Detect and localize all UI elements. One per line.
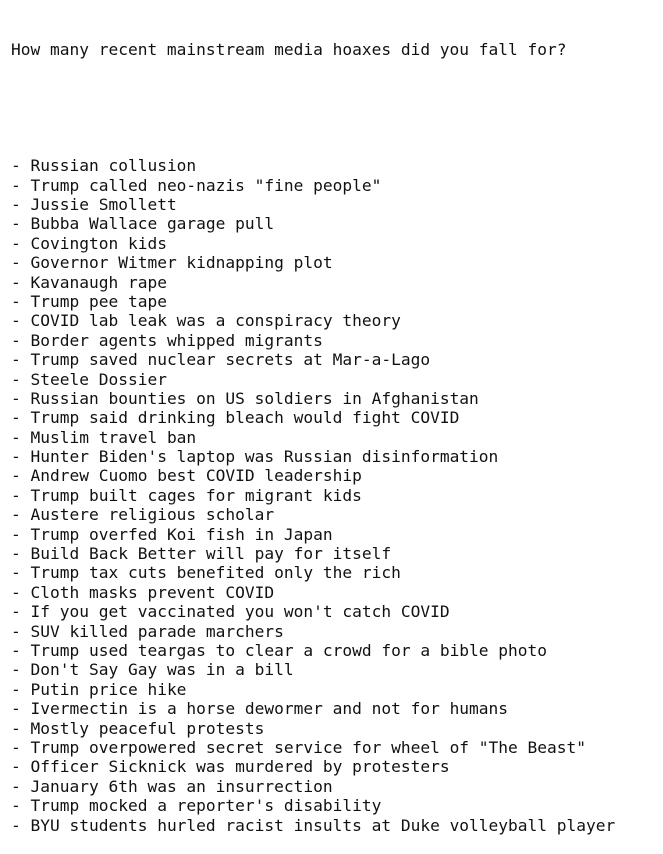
list-item-text: Hunter Biden's laptop was Russian disinformation bbox=[30, 447, 499, 467]
list-item bbox=[11, 466, 661, 485]
list-item bbox=[11, 680, 661, 699]
list-item bbox=[11, 447, 661, 466]
list-item bbox=[11, 350, 661, 369]
bullet-dash: - bbox=[11, 544, 31, 564]
list-item-text: Russian bounties on US soldiers in Afghanistan bbox=[30, 388, 479, 408]
bullet-dash: - bbox=[11, 291, 31, 311]
list-item-text: Ivermectin is a horse dewormer and not for humans bbox=[30, 699, 509, 719]
list-item-text: Putin price hike bbox=[30, 679, 187, 699]
list-item bbox=[11, 660, 661, 679]
list-item bbox=[11, 331, 661, 350]
list-item bbox=[11, 273, 661, 292]
bullet-dash: - bbox=[11, 602, 31, 622]
list-item bbox=[11, 796, 661, 815]
bullet-dash: - bbox=[11, 350, 31, 370]
bullet-dash: - bbox=[11, 699, 31, 719]
list-item bbox=[11, 757, 661, 776]
text-document bbox=[11, 1, 661, 854]
list-item-text: Austere religious scholar bbox=[30, 505, 275, 525]
list-item-text: Trump built cages for migrant kids bbox=[30, 485, 362, 505]
bullet-dash: - bbox=[11, 621, 31, 641]
bullet-dash: - bbox=[11, 718, 31, 738]
list-item bbox=[11, 641, 661, 660]
bullet-dash: - bbox=[11, 427, 31, 447]
list-item-text: January 6th was an insurrection bbox=[30, 776, 333, 796]
bullet-dash: - bbox=[11, 660, 31, 680]
bullet-dash: - bbox=[11, 233, 31, 253]
bullet-dash: - bbox=[11, 408, 31, 428]
list-item bbox=[11, 389, 661, 408]
list-item bbox=[11, 583, 661, 602]
list-item-text: Bubba Wallace garage pull bbox=[30, 214, 275, 234]
list-item-text: Officer Sicknick was murdered by protesters bbox=[30, 757, 450, 777]
list-item-text: Border agents whipped migrants bbox=[30, 330, 323, 350]
list-item-text: Covington kids bbox=[30, 233, 167, 253]
list-item bbox=[11, 408, 661, 427]
list-item-text: Trump tax cuts benefited only the rich bbox=[30, 563, 401, 583]
list-item bbox=[11, 777, 661, 796]
list-item bbox=[11, 370, 661, 389]
list-item bbox=[11, 544, 661, 563]
list-item-text: If you get vaccinated you won't catch COVID bbox=[30, 602, 450, 622]
list-item-text: Trump overfed Koi fish in Japan bbox=[30, 524, 333, 544]
bullet-dash: - bbox=[11, 369, 31, 389]
list-item-text: COVID lab leak was a conspiracy theory bbox=[30, 311, 401, 331]
list-item-text: Russian collusion bbox=[30, 156, 197, 176]
list-item bbox=[11, 234, 661, 253]
bullet-dash: - bbox=[11, 447, 31, 467]
list-item-text: SUV killed parade marchers bbox=[30, 621, 284, 641]
list-item-text: Jussie Smollett bbox=[30, 195, 177, 214]
list-item-text: Trump overpowered secret service for wheel of "The Beast" bbox=[30, 737, 587, 757]
bullet-dash: - bbox=[11, 330, 31, 350]
blank-line bbox=[11, 98, 661, 117]
bullet-dash: - bbox=[11, 253, 31, 273]
hoax-list bbox=[11, 156, 661, 835]
bullet-dash: - bbox=[11, 796, 31, 816]
list-item bbox=[11, 253, 661, 272]
bullet-dash: - bbox=[11, 679, 31, 699]
list-item bbox=[11, 719, 661, 738]
bullet-dash: - bbox=[11, 757, 31, 777]
question-heading: How many recent mainstream media hoaxes did you fall for? bbox=[11, 39, 567, 59]
list-item-text: Don't Say Gay was in a bill bbox=[30, 660, 294, 680]
list-item-text: Governor Witmer kidnapping plot bbox=[30, 253, 333, 273]
list-item bbox=[11, 738, 661, 757]
list-item-text: Trump mocked a reporter's disability bbox=[30, 796, 382, 816]
bullet-dash: - bbox=[11, 311, 31, 331]
bullet-dash: - bbox=[11, 524, 31, 544]
bullet-dash: - bbox=[11, 388, 31, 408]
list-item-text: Trump used teargas to clear a crowd for a bible photo bbox=[30, 640, 548, 660]
bullet-dash: - bbox=[11, 505, 31, 525]
list-item bbox=[11, 505, 661, 524]
list-item-text: Andrew Cuomo best COVID leadership bbox=[30, 466, 362, 486]
list-item bbox=[11, 195, 661, 214]
bullet-dash: - bbox=[11, 776, 31, 796]
list-item-text: Trump called neo-nazis "fine people" bbox=[30, 175, 382, 195]
list-item-text: Muslim travel ban bbox=[30, 427, 197, 447]
bullet-dash: - bbox=[11, 485, 31, 505]
list-item-text: Steele Dossier bbox=[30, 369, 167, 389]
list-item bbox=[11, 176, 661, 195]
list-item-text: BYU students hurled racist insults at Duke volleyball player bbox=[30, 815, 616, 835]
list-item-text: Cloth masks prevent COVID bbox=[30, 582, 275, 602]
list-item bbox=[11, 292, 661, 311]
bullet-dash: - bbox=[11, 815, 31, 835]
list-item bbox=[11, 622, 661, 641]
bullet-dash: - bbox=[11, 175, 31, 195]
list-item-text: Trump saved nuclear secrets at Mar-a-Lago bbox=[30, 350, 431, 370]
bullet-dash: - bbox=[11, 640, 31, 660]
list-item bbox=[11, 602, 661, 621]
bullet-dash: - bbox=[11, 195, 31, 214]
list-item bbox=[11, 156, 661, 175]
bullet-dash: - bbox=[11, 582, 31, 602]
bullet-dash: - bbox=[11, 737, 31, 757]
list-item bbox=[11, 214, 661, 233]
list-item bbox=[11, 486, 661, 505]
bullet-dash: - bbox=[11, 156, 31, 176]
bullet-dash: - bbox=[11, 563, 31, 583]
list-item-text: Mostly peaceful protests bbox=[30, 718, 265, 738]
list-item-text: Trump pee tape bbox=[30, 291, 167, 311]
list-item bbox=[11, 563, 661, 582]
list-item bbox=[11, 525, 661, 544]
list-item-text: Trump said drinking bleach would fight COVID bbox=[30, 408, 460, 428]
list-item-text: Kavanaugh rape bbox=[30, 272, 167, 292]
bullet-dash: - bbox=[11, 214, 31, 234]
list-item bbox=[11, 428, 661, 447]
bullet-dash: - bbox=[11, 272, 31, 292]
list-item bbox=[11, 816, 661, 835]
list-item bbox=[11, 699, 661, 718]
bullet-dash: - bbox=[11, 466, 31, 486]
list-item-text: Build Back Better will pay for itself bbox=[30, 544, 392, 564]
list-item bbox=[11, 311, 661, 330]
